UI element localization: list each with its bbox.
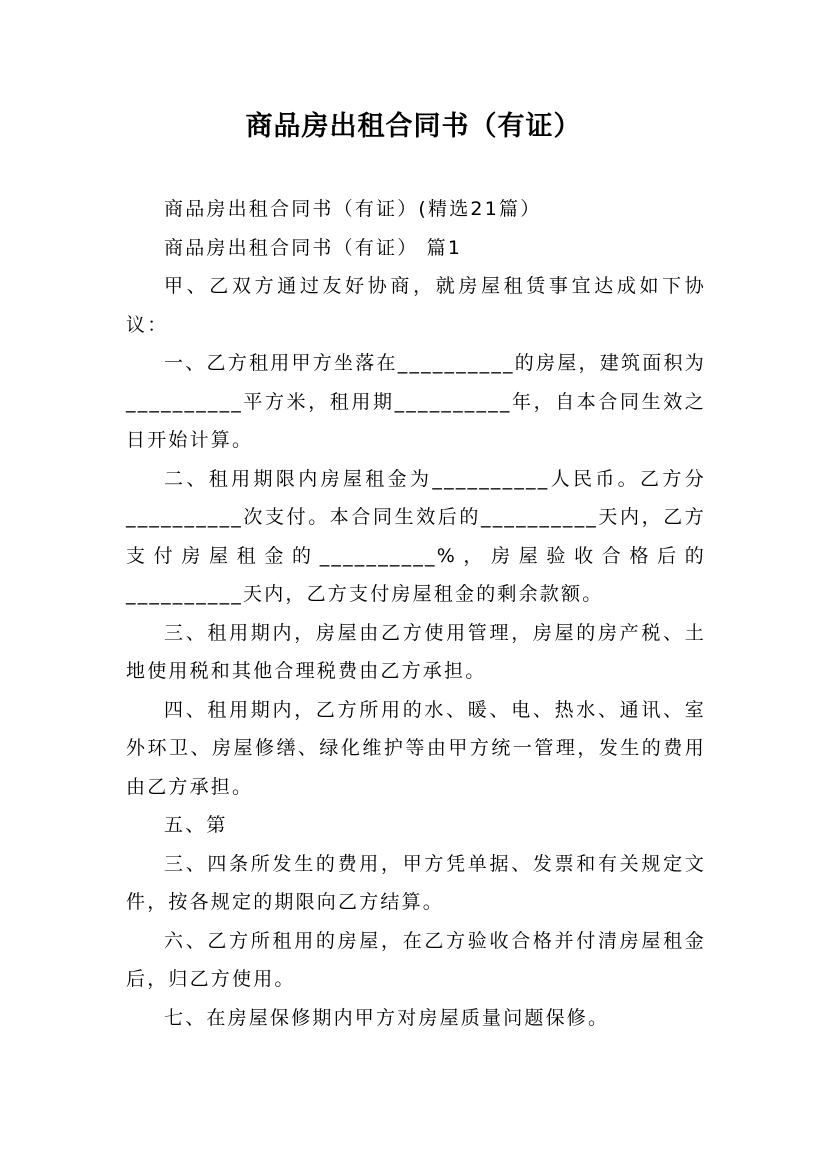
clause-1: 一、乙方租用甲方坐落在__________的房屋，建筑面积为__________平方米，租用期__________年，自本合同生效之日开始计算。 <box>126 352 706 451</box>
clause-3: 三、租用期内，房屋由乙方使用管理，房屋的房产税、土地使用税和其他合理税费由乙方承担。 <box>126 621 706 682</box>
paragraph-intro: 甲、乙双方通过友好协商，就房屋租赁事宜达成如下协议： <box>126 275 706 336</box>
clause-5: 五、第 <box>164 814 228 836</box>
clause-2: 二、租用期限内房屋租金为__________人民币。乙方分__________次支付。本合同生效后的__________天内，乙方支付房屋租金的__________%，房屋验收合格后的__________天内，乙方支付房屋租金的剩余款额。 <box>126 467 706 605</box>
clause-5-continued: 三、四条所发生的费用，甲方凭单据、发票和有关规定文件，按各规定的期限向乙方结算。 <box>126 852 706 913</box>
clause-6: 六、乙方所租用的房屋，在乙方验收合格并付清房屋租金后，归乙方使用。 <box>126 929 706 990</box>
section-heading: 商品房出租合同书（有证） 篇1 <box>164 236 463 259</box>
subtitle-selection: 商品房出租合同书（有证）(精选21篇） <box>164 198 542 220</box>
clause-4: 四、租用期内，乙方所用的水、暖、电、热水、通讯、室外环卫、房屋修缮、绿化维护等由甲方统一管理，发生的费用由乙方承担。 <box>126 698 706 798</box>
clause-7: 七、在房屋保修期内甲方对房屋质量问题保修。 <box>164 1006 610 1029</box>
document-body <box>126 190 706 1037</box>
document-title: 商品房出租合同书（有证） <box>245 111 582 142</box>
